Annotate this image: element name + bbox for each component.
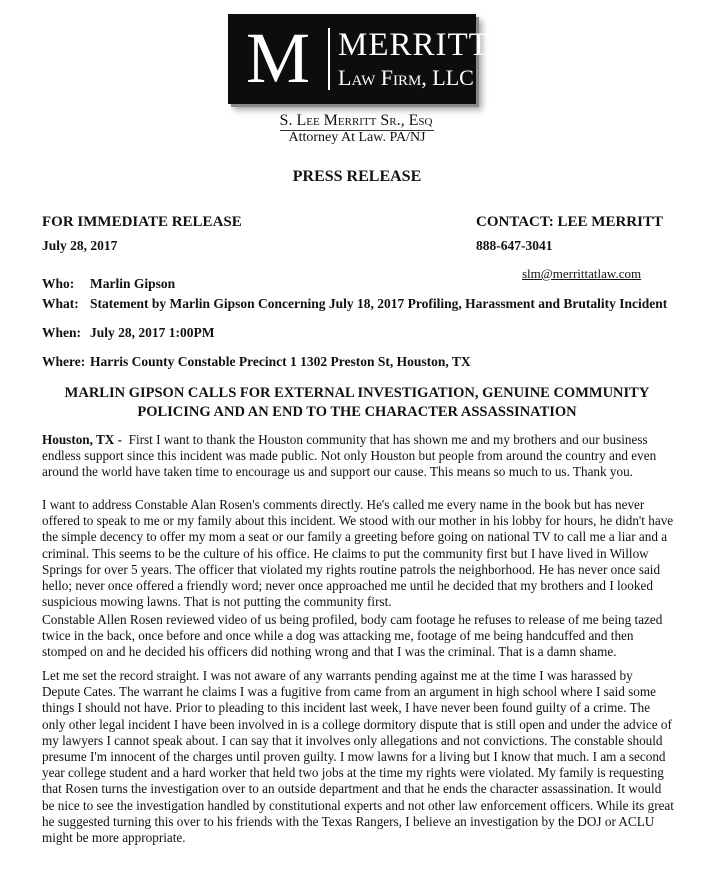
field-value-when: July 28, 2017 1:00PM — [90, 325, 215, 340]
dateline: Houston, TX - — [42, 432, 123, 447]
field-label-who: Who: — [42, 276, 75, 291]
release-date: July 28, 2017 — [42, 238, 118, 253]
logo-firm-subtitle: Law Firm, LLC — [338, 65, 474, 90]
logo-firm-name: MERRITT — [338, 27, 490, 63]
contact-phone: 888-647-3041 — [476, 238, 553, 253]
release-label: FOR IMMEDIATE RELEASE — [42, 214, 242, 230]
attorney-title: Attorney At Law. PA/NJ — [288, 130, 426, 145]
field-label-when: When: — [42, 325, 82, 340]
field-label-what: What: — [42, 296, 79, 311]
paragraph-video: Constable Allen Rosen reviewed video of us being profiled, body cam footage he refuses to release of me being tazed twice in the back, once before and once while a dog was attacking me, footage of me being handcuffed and then stomped on and he decided his officers did nothing wrong and that I was the criminal. That is a damn shame. — [42, 612, 663, 660]
field-label-where: Where: — [42, 354, 86, 369]
headline: MARLIN GIPSON CALLS FOR EXTERNAL INVESTIGATION, GENUINE COMMUNITY POLICING AND AN END TO THE CHARACTER ASSASSINATION — [64, 385, 650, 420]
paragraph-intro — [42, 432, 674, 481]
attorney-name: S. Lee Merritt Sr., Esq — [279, 112, 433, 129]
paragraph-text: First I want to thank the Houston community that has shown me and my brothers and our business endless support since this incident was made public. Not only Houston but people from around the country and even around the world have taken time to encourage us and support our cause. This means so much to us. Thank you. — [42, 432, 657, 480]
contact-email-link[interactable]: slm@merrittatlaw.com — [522, 266, 642, 281]
field-value-where: Harris County Constable Precinct 1 1302 Preston St, Houston, TX — [90, 354, 471, 369]
contact-label: CONTACT: LEE MERRITT — [476, 214, 663, 230]
field-value-what: Statement by Marlin Gipson Concerning July 18, 2017 Profiling, Harassment and Brutality Incident — [90, 296, 668, 311]
paragraph-record: Let me set the record straight. I was not aware of any warrants pending against me at the time I was harassed by Depute Cates. The warrant he claims I was a fugitive from came from an argument in high school where I said some things I should not have. Prior to pleading to this incident last week, I have never been found guilty of a crime. The only other legal incident I have been involved in is a college dormitory dispute that is still open and under the advice of my lawyers I cannot speak about. I can say that it involves only allegations and not convictions. The constable should presume I'm innocent of the charges until proven guilty. I mow lawns for a living but I know that much. I am a second year college student and a hard worker that held two jobs at the time my rights were violated. My family is requesting that Rosen turns the investigation over to an outside department and that he ends the character assassination. It would be nice to see the investigation handled by constitutional experts and not other law enforcement officers. While its great he suggested turning this over to his friends with the Texas Rangers, I believe an investigation by the DOJ or ACLU might be more appropriate. — [42, 668, 674, 846]
logo-divider — [328, 28, 330, 90]
logo-monogram: M — [246, 18, 309, 98]
document-title: PRESS RELEASE — [292, 168, 422, 185]
firm-logo — [228, 14, 490, 104]
paragraph-rosen-comments: I want to address Constable Alan Rosen's comments directly. He's called me every name in the book but has never offered to speak to me or my family about this incident. We stood with our mother in his lobby for hours, he didn't have the simple decency to offer my mom a seat or our family a greeting before going on national TV to call me a liar and a criminal. This seems to be the culture of his office. He claims to put the community first but I have lived in Willow Springs for over 5 years. The officer that violated my rights routine patrols the neighborhood. He has never once said hello; never once offered a friendly word; never once approached me until he decided that my brothers and I looked suspicious mowing lawns. That is not putting the community first. — [42, 497, 674, 610]
attorney-name-line — [0, 112, 714, 131]
field-value-who: Marlin Gipson — [90, 276, 176, 291]
